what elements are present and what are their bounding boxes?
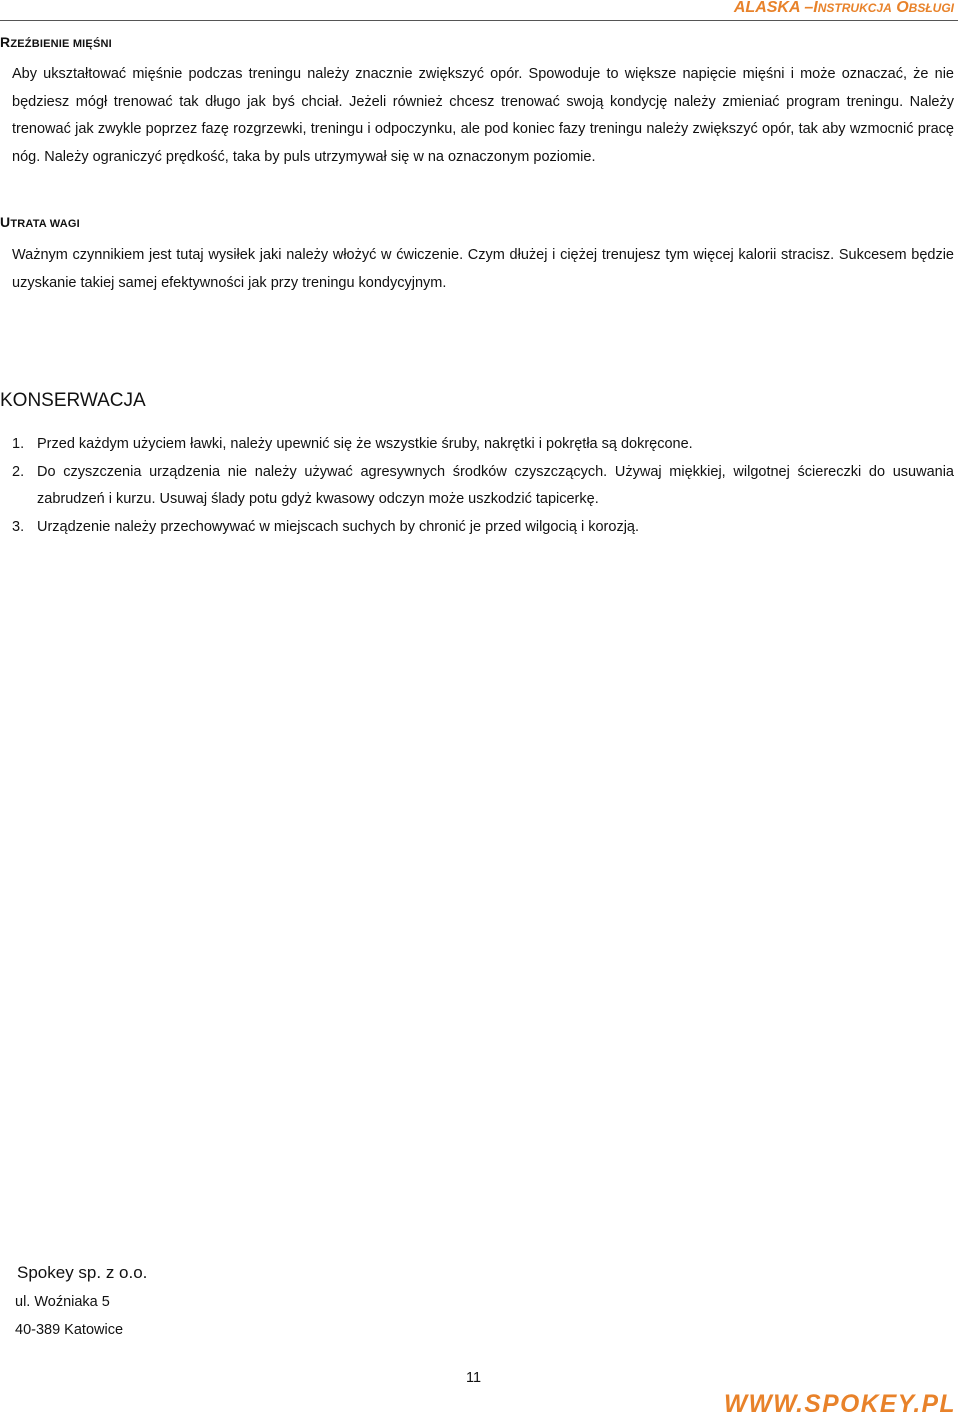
section-paragraph-muscle-sculpting: Aby ukształtować mięśnie podczas treningu należy znacznie zwiększyć opór. Spowoduje to większe napięcie mięśni i może oznaczać, że nie będziesz mógł trenować tak długo jak byś chciał. Jeżeli również chcesz trenować swoją kondycję należy zmieniać program treningu. Należy trenować jak zwykle poprzez fazę rozgrzewki, treningu i odpoczynku, ale pod koniec fazy treningu należy zwiększyć opór, tak aby wzmocnić pracę nóg. Należy ograniczyć prędkość, taka by puls utrzymywał się w na oznaczonym poziomie. <box>12 66 954 165</box>
maintenance-list <box>12 431 954 541</box>
list-item <box>12 514 954 542</box>
subtitle-rest-2: BSŁUGI <box>908 1 954 15</box>
list-item-text: Urządzenie należy przechowywać w miejscach suchych by chronić je przed wilgocią i korozją. <box>37 518 640 535</box>
heading-first-letter: U <box>0 214 11 230</box>
subtitle-first-letter-1: I <box>813 0 818 16</box>
list-item <box>12 431 954 459</box>
maintenance-title: KONSERWACJA <box>0 390 146 411</box>
manual-title <box>734 0 954 17</box>
heading-first-letter: R <box>0 34 11 50</box>
list-item-number: 1. <box>12 436 25 452</box>
website-logo <box>722 1390 958 1416</box>
section-paragraph-weight-loss: Ważnym czynnikiem jest tutaj wysiłek jaki należy włożyć w ćwiczenie. Czym dłużej i ciężej trenujesz tym więcej kalorii stracisz. Sukcesem będzie uzyskanie takiej samej efektywności jak przy treningu kondycyjnym. <box>12 247 954 291</box>
page-number: 11 <box>466 1370 482 1386</box>
subtitle-rest-1: NSTRUKCJA <box>817 1 892 15</box>
brand-name: ALASKA <box>733 0 800 16</box>
list-item <box>12 459 954 514</box>
list-item-number: 3. <box>12 518 25 535</box>
heading-rest: TRATA WAGI <box>10 218 80 230</box>
heading-rest: ZEŹBIENIE MIĘŚNI <box>10 38 112 50</box>
title-separator: – <box>799 0 814 16</box>
list-item-text: Przed każdym użyciem ławki, należy upewnić się że wszystkie śruby, nakrętki i pokrętła są dokręcone. <box>37 436 693 452</box>
website-logo-text: WWW.SPOKEY.PL <box>724 1390 956 1416</box>
page-header <box>0 0 958 21</box>
company-city: 40-389 Katowice <box>15 1322 124 1338</box>
section-heading-weight-loss <box>0 214 80 230</box>
subtitle-first-letter-2: O <box>896 0 909 16</box>
list-item-text: Do czyszczenia urządzenia nie należy używać agresywnych środków czyszczących. Używaj miękkiej, wilgotnej ściereczki do usuwania zabrudzeń i kurzu. Usuwaj ślady potu gdyż kwasowy odczyn może uszkodzić tapicerkę. <box>37 463 954 507</box>
company-street: ul. Woźniaka 5 <box>15 1294 110 1310</box>
section-heading-muscle-sculpting <box>0 34 112 50</box>
company-name: Spokey sp. z o.o. <box>17 1263 148 1282</box>
list-item-number: 2. <box>12 463 25 480</box>
